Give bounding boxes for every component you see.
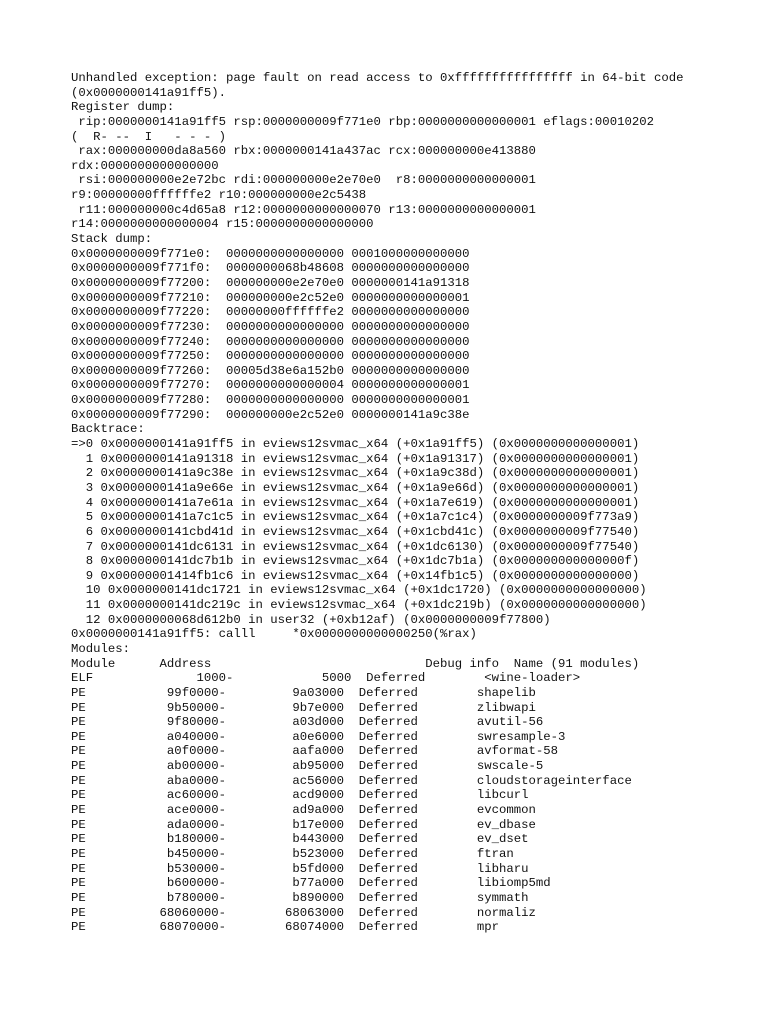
log-line: 2 0x0000000141a9c38e in eviews12svmac_x64 (+0x1a9c38d) (0x0000000000000001)	[71, 466, 640, 481]
log-line: 0x0000000009f77220: 00000000ffffffe2 0000000000000000	[71, 305, 470, 320]
log-line: 0x0000000009f771e0: 0000000000000000 0001000000000000	[71, 246, 470, 261]
log-line: PE b780000- b890000 Deferred symmath	[71, 890, 529, 905]
log-line: rip:0000000141a91ff5 rsp:0000000009f771e0 rbp:0000000000000001 eflags:00010202	[71, 114, 654, 129]
log-line: r11:000000000c4d65a8 r12:0000000000000070 r13:0000000000000001	[71, 202, 536, 217]
log-line: 10 0x0000000141dc1721 in eviews12svmac_x64 (+0x1dc1720) (0x0000000000000000)	[71, 583, 647, 598]
log-line: Unhandled exception: page fault on read access to 0xffffffffffffffff in 64-bit code	[71, 71, 684, 85]
log-line: 12 0x0000000068d612b0 in user32 (+0xb12af) (0x0000000009f77800)	[71, 612, 551, 627]
log-line: (0x0000000141a91ff5).	[71, 85, 226, 100]
log-line: 0x0000000009f77260: 00005d38e6a152b0 0000000000000000	[71, 363, 470, 378]
log-line: PE 99f0000- 9a03000 Deferred shapelib	[71, 685, 536, 700]
log-line: 0x0000000009f77210: 000000000e2c52e0 0000000000000001	[71, 290, 470, 305]
log-line: 0x0000000009f77290: 000000000e2c52e0 0000000141a9c38e	[71, 407, 470, 422]
log-line: PE 9f80000- a03d000 Deferred avutil-56	[71, 715, 544, 730]
log-line: 3 0x0000000141a9e66e in eviews12svmac_x64 (+0x1a9e66d) (0x0000000000000001)	[71, 480, 640, 495]
log-line: 0x0000000009f771f0: 0000000068b48608 0000000000000000	[71, 261, 470, 276]
log-line: 7 0x0000000141dc6131 in eviews12svmac_x64 (+0x1dc6130) (0x0000000009f77540)	[71, 539, 640, 554]
log-line: 0x0000000141a91ff5: calll *0x0000000000000250(%rax)	[71, 627, 477, 642]
log-line: r9:00000000ffffffe2 r10:000000000e2c5438	[71, 188, 367, 203]
log-line: Register dump:	[71, 100, 175, 115]
log-line: rsi:000000000e2e72bc rdi:000000000e2e70e0 r8:0000000000000001	[71, 173, 536, 188]
log-line: PE b450000- b523000 Deferred ftran	[71, 846, 514, 861]
log-line: rax:000000000da8a560 rbx:0000000141a437ac rcx:000000000e413880	[71, 144, 536, 159]
log-line: 4 0x0000000141a7e61a in eviews12svmac_x64 (+0x1a7e619) (0x0000000000000001)	[71, 495, 640, 510]
log-line: 9 0x00000001414fb1c6 in eviews12svmac_x64 (+0x14fb1c5) (0x0000000000000000)	[71, 568, 640, 583]
log-line: 1 0x0000000141a91318 in eviews12svmac_x64 (+0x1a91317) (0x0000000000000001)	[71, 451, 640, 466]
log-line: 0x0000000009f77280: 0000000000000000 0000000000000001	[71, 393, 470, 408]
log-line: ( R- -- I - - - )	[71, 129, 226, 144]
log-line: Backtrace:	[71, 422, 145, 437]
log-line: PE a040000- a0e6000 Deferred swresample-3	[71, 729, 566, 744]
log-line: PE b180000- b443000 Deferred ev_dset	[71, 832, 529, 847]
log-line: PE ac60000- acd9000 Deferred libcurl	[71, 788, 529, 803]
log-line: ELF 1000- 5000 Deferred <wine-loader>	[71, 671, 581, 686]
log-line: 0x0000000009f77230: 0000000000000000 0000000000000000	[71, 319, 470, 334]
log-line: 8 0x0000000141dc7b1b in eviews12svmac_x64 (+0x1dc7b1a) (0x000000000000000f)	[71, 554, 640, 569]
log-line: Stack dump:	[71, 232, 153, 247]
log-line: PE 68070000- 68074000 Deferred mpr	[71, 920, 500, 935]
log-line: PE 9b50000- 9b7e000 Deferred zlibwapi	[71, 700, 536, 715]
log-line: r14:0000000000000004 r15:0000000000000000	[71, 217, 374, 232]
log-line: PE b530000- b5fd000 Deferred libharu	[71, 861, 529, 876]
log-line: Module Address Debug info Name (91 modules)	[71, 656, 640, 671]
log-line: PE 68060000- 68063000 Deferred normaliz	[71, 905, 536, 920]
log-line: rdx:0000000000000000	[71, 158, 219, 173]
log-line: =>0 0x0000000141a91ff5 in eviews12svmac_x64 (+0x1a91ff5) (0x0000000000000001)	[71, 437, 640, 452]
log-line: 11 0x0000000141dc219c in eviews12svmac_x64 (+0x1dc219b) (0x0000000000000000)	[71, 598, 647, 613]
log-line: 0x0000000009f77200: 000000000e2e70e0 0000000141a91318	[71, 275, 470, 290]
log-line: PE ab00000- ab95000 Deferred swscale-5	[71, 759, 544, 774]
log-line: 6 0x0000000141cbd41d in eviews12svmac_x64 (+0x1cbd41c) (0x0000000009f77540)	[71, 524, 640, 539]
log-line: 5 0x0000000141a7c1c5 in eviews12svmac_x64 (+0x1a7c1c4) (0x0000000009f773a9)	[71, 510, 640, 525]
crash-log-text	[71, 71, 761, 935]
log-line: 0x0000000009f77240: 0000000000000000 0000000000000000	[71, 334, 470, 349]
log-line: PE aba0000- ac56000 Deferred cloudstorageinterface	[71, 773, 632, 788]
log-line: PE a0f0000- aafa000 Deferred avformat-58	[71, 744, 559, 759]
log-line: PE ada0000- b17e000 Deferred ev_dbase	[71, 817, 536, 832]
log-line: PE b600000- b77a000 Deferred libiomp5md	[71, 876, 551, 891]
log-line: 0x0000000009f77250: 0000000000000000 0000000000000000	[71, 349, 470, 364]
log-line: Modules:	[71, 641, 131, 656]
log-line: PE ace0000- ad9a000 Deferred evcommon	[71, 803, 536, 818]
log-line: 0x0000000009f77270: 0000000000000004 0000000000000001	[71, 378, 470, 393]
